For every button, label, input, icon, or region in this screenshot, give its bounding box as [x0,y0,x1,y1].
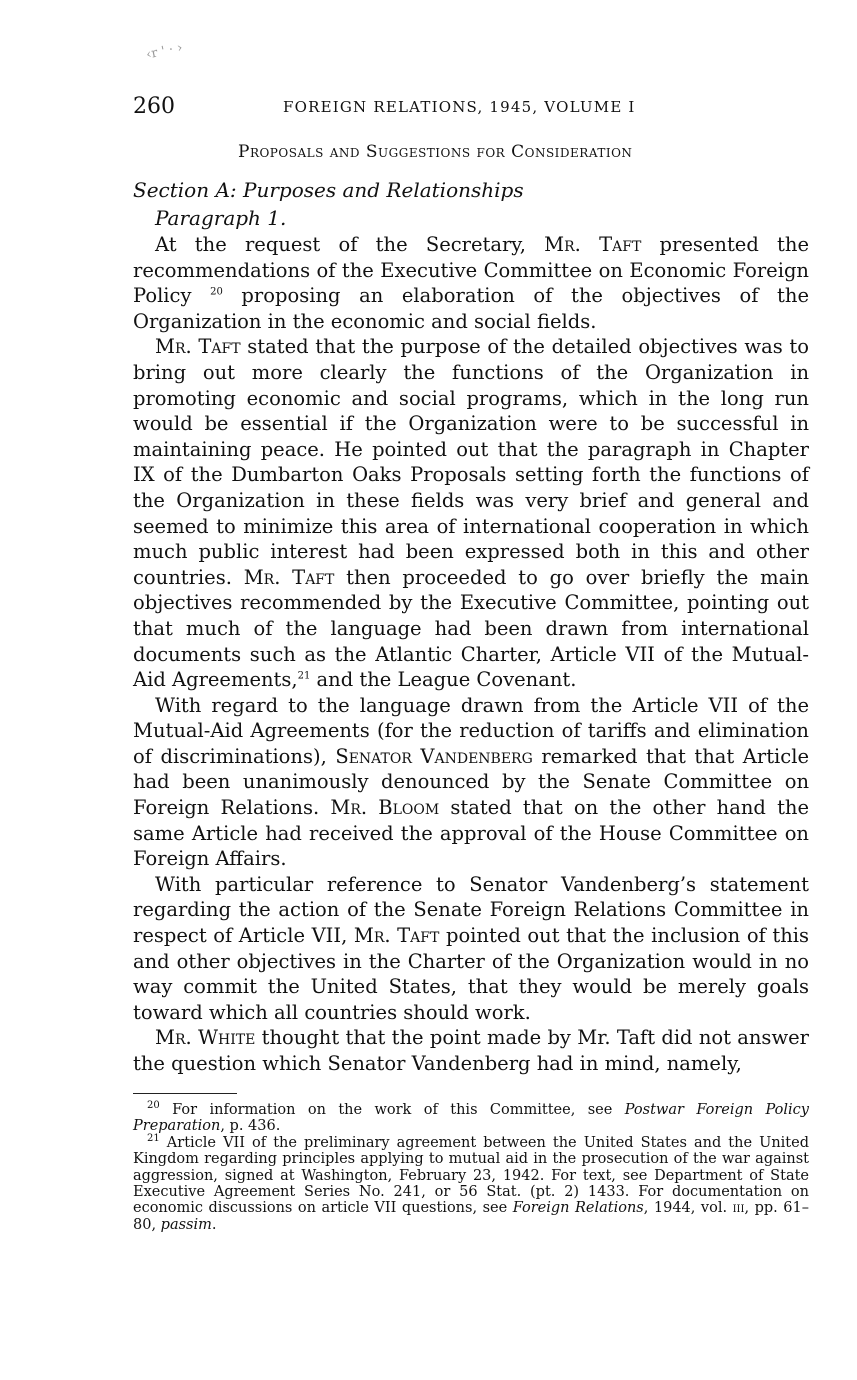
paragraph-2: Mr. Taft stated that the purpose of the detailed objectives was to bring out more clearly the functions of the Organization in promoting economic and social programs, which in the long run would be essential if the Organization were to be successful in maintaining peace. He pointed out that the paragraph in Chapter IX of the Dumbarton Oaks Proposals setting forth the functions of the Organization in these fields was very brief and general and seemed to minimize this area of international cooperation in which much public interest had been expressed both in this and other countries. Mr. Taft then proceeded to go over briefly the main objectives recommended by the Executive Committee, pointing out that much of the language had been drawn from international documents such as the Atlantic Charter, Article VII of the Mutual-Aid Agreements,$^{21}$ and the League Covenant. [133,335,809,692]
footnote-ref-20: 20 [210,286,223,298]
paragraph-label: Paragraph 1. [155,206,287,230]
pencil-annotation: ‹r ' · › [144,40,184,63]
speaker-name: Mr. Bloom [330,796,440,820]
running-title: FOREIGN RELATIONS, 1945, VOLUME I [283,98,636,116]
section-a-heading: Section A: Purposes and Relationships [133,178,524,202]
footnote-ref-21: 21 [297,670,311,682]
running-header [133,94,809,124]
paragraph-1: At the request of the Secretary, Mr. Taft presented the recommendations of the Executive Committee on Economic Foreign Policy $^{20}$ proposing an elaboration of the objectives of the Organization in the economic and social fields. [133,233,809,333]
speaker-name: Mr. Taft [243,565,335,589]
speaker-name: Mr. Taft [544,233,642,256]
footnote-20: $^{20}$ For information on the work of this Committee, see Postwar Foreign Policy Preparation, p. 436. [133,1100,809,1135]
body-text [133,232,809,1077]
footnote-21: $^{21}$ Article VII of the preliminary agreement between the United States and the United Kingdom regarding principles applying to mutual aid in the prosecution of the war against aggression, signed at Washington, February 23, 1942. For text, see Department of State Executive Agreement Series No. 241, or 56 Stat. (pt. 2) 1433. For documentation on economic discussions on article VII questions, see Foreign Relations, 1944, vol. iii, pp. 61–80, passim. [133,1132,809,1233]
section-title: Proposals and Suggestions for Consideration [238,142,633,162]
footnote-divider [133,1093,237,1094]
paragraph-5: Mr. White thought that the point made by Mr. Taft did not answer the question which Senator Vandenberg had in mind, namely, [133,1026,809,1075]
speaker-name: Mr. Taft [353,924,440,948]
speaker-name: Senator Vandenberg [335,744,533,768]
footnotes [133,1102,809,1233]
paragraph-3: With regard to the language drawn from the Article VII of the Mutual-Aid Agreements (for the reduction of tariffs and elimination of discriminations), Senator Vandenberg remarked that that Article had been unanimously denounced by the Senate Committee on Foreign Relations. Mr. Bloom stated that on the other hand the same Article had received the approval of the House Committee on Foreign Affairs. [133,693,810,871]
page-number: 260 [133,94,175,119]
paragraph-4: With particular reference to Senator Vandenberg’s statement regarding the action of the Senate Foreign Relations Committee in respect of Article VII, Mr. Taft pointed out that the inclusion of this and other objectives in the Charter of the Organization would in no way commit the United States, that they would be merely goals toward which all countries should work. [133,872,810,1024]
speaker-name: Mr. White [155,1026,256,1050]
speaker-name: Mr. Taft [155,335,241,359]
